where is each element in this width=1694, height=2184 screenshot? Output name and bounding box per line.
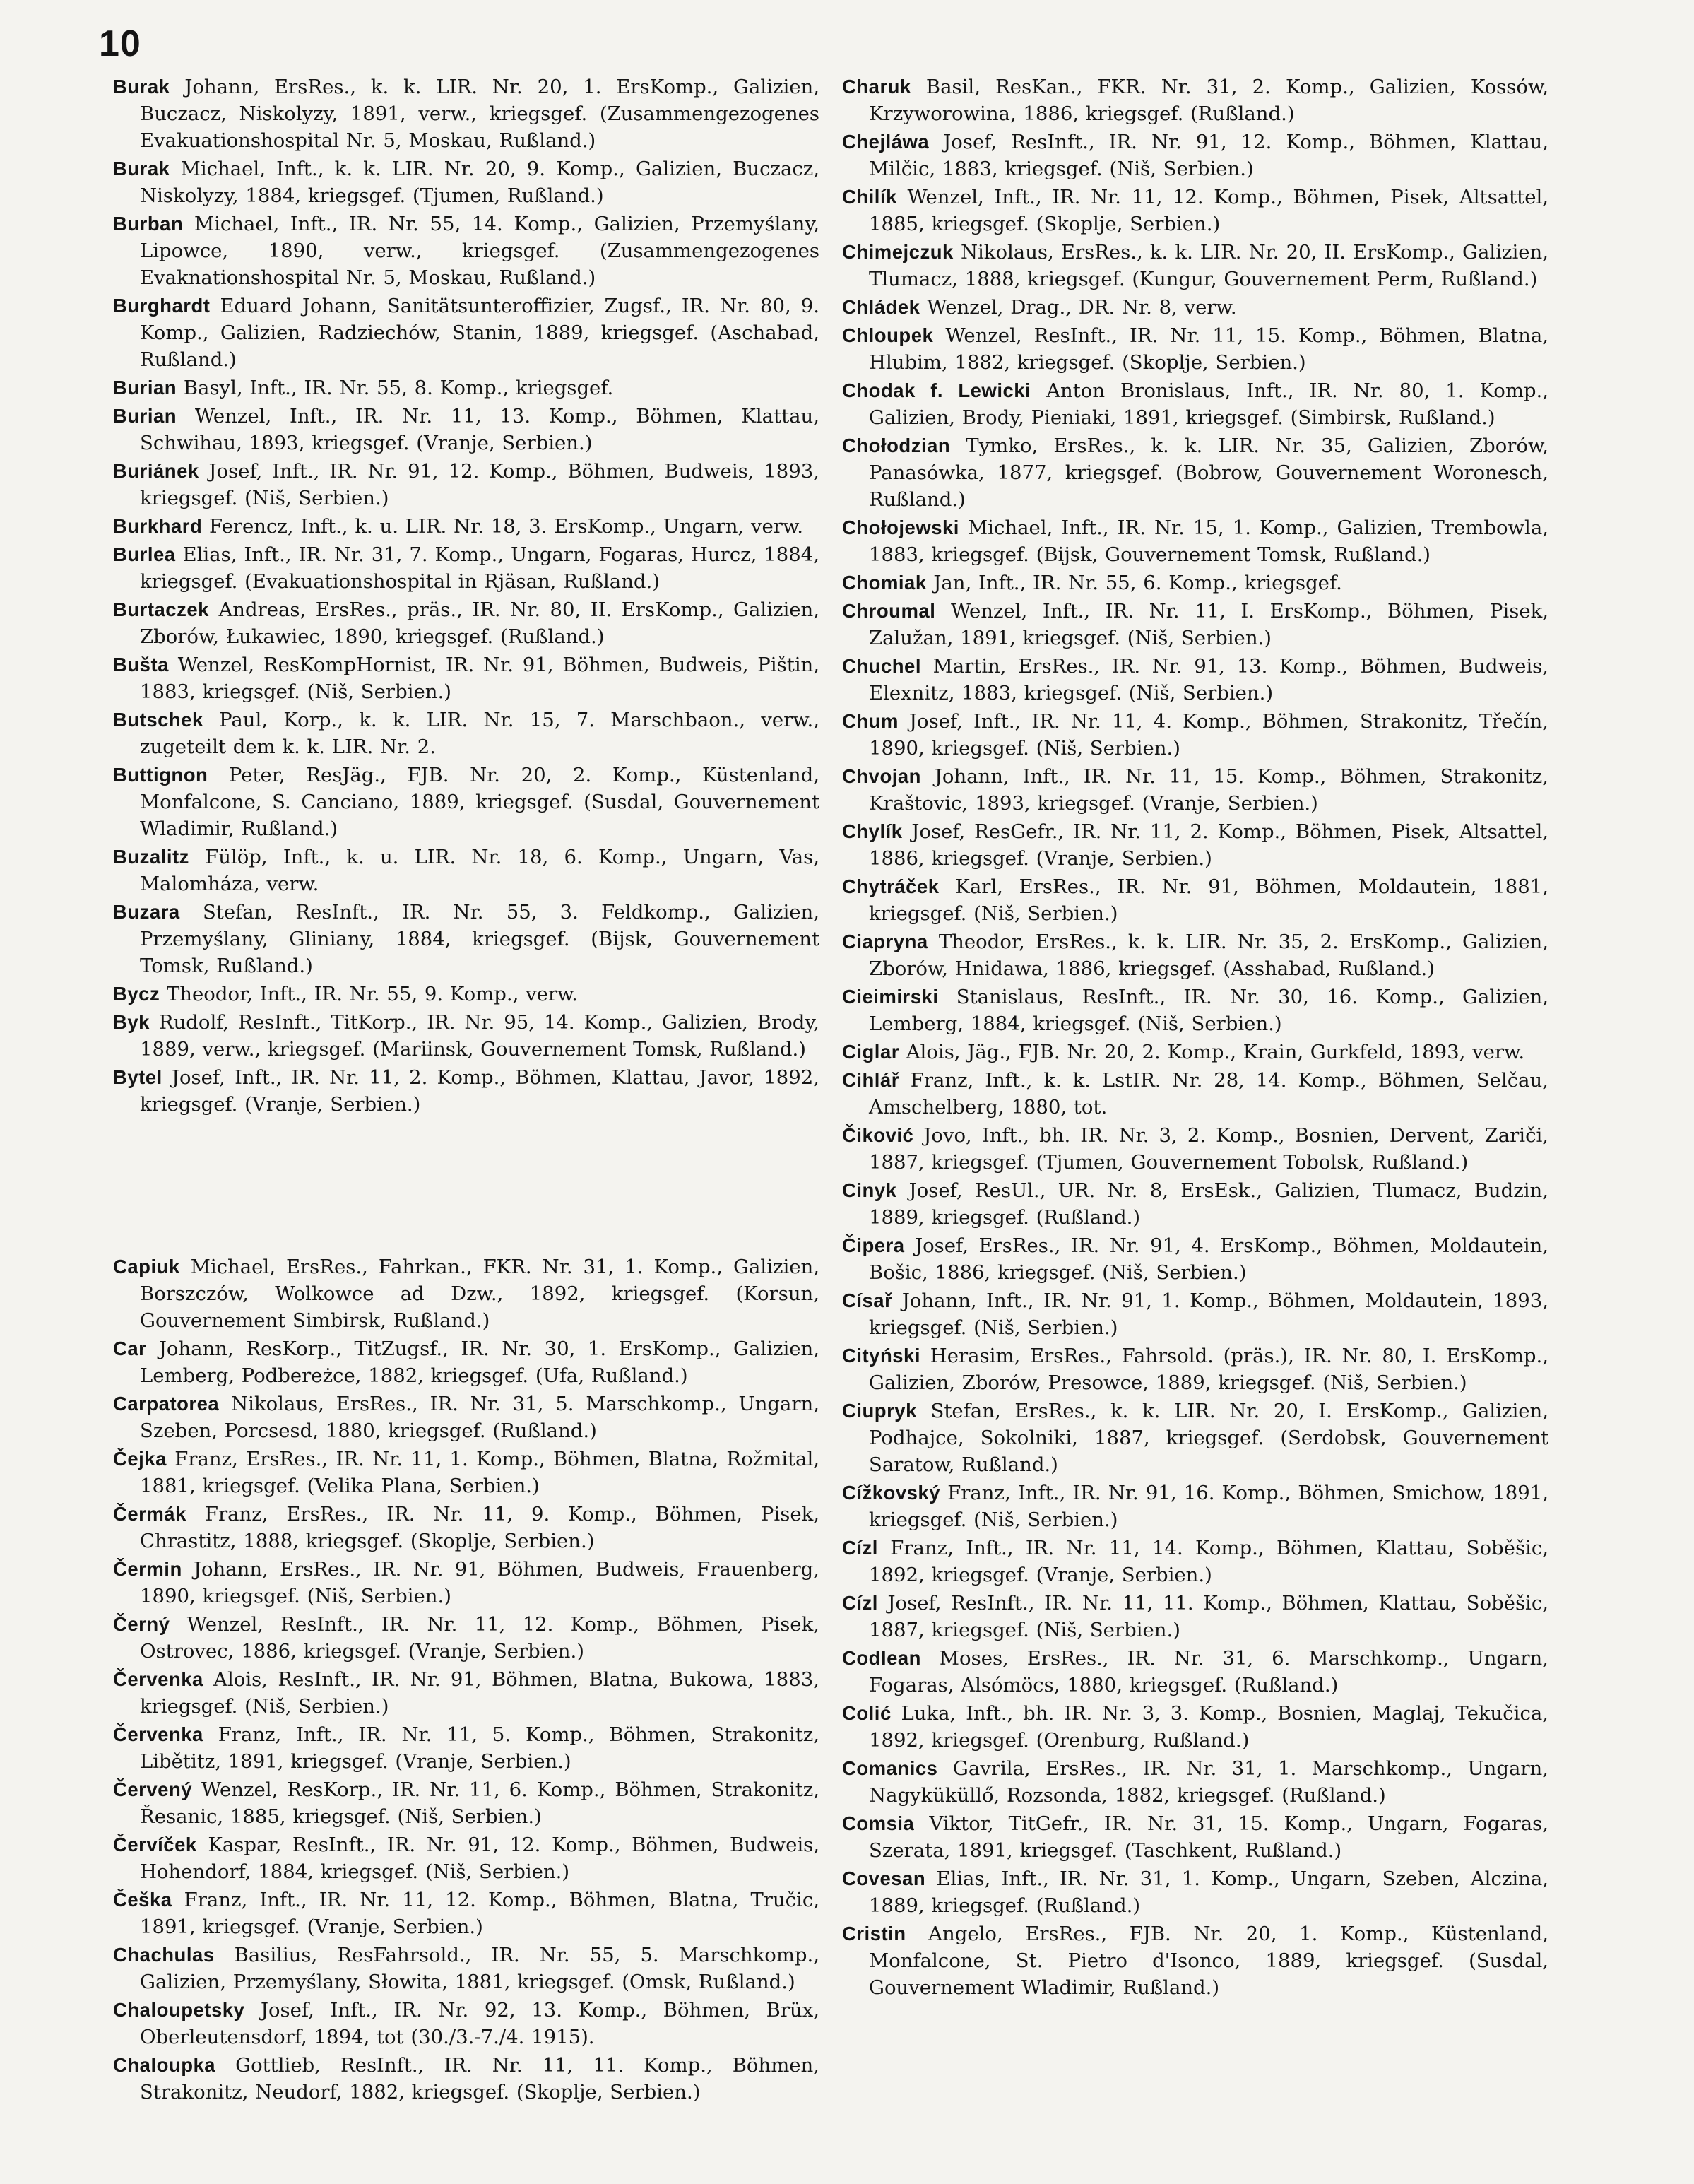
entry-details: Franz, Inft., IR. Nr. 91, 16. Komp., Böhmen, Smichow, 1891, kriegsgef. (Niš, Serbien.) [869,1482,1548,1531]
page-number: 10 [99,23,141,64]
left-column [113,73,819,2107]
register-entry [113,458,819,512]
register-entry [842,1039,1548,1066]
entry-details: Theodor, ErsRes., k. k. LIR. Nr. 35, 2. ErsKomp., Galizien, Zborów, Hnidawa, 1886, kriegsgef. (Asshabad, Rußland.) [869,931,1548,980]
entry-details: Fülöp, Inft., k. u. LIR. Nr. 18, 6. Komp., Ungarn, Vas, Malomháza, verw. [140,846,819,895]
entry-surname: Burian [113,377,177,399]
entry-surname: Car [113,1338,147,1359]
entry-details: Michael, Inft., IR. Nr. 15, 1. Komp., Galizien, Trembowla, 1883, kriegsgef. (Bijsk, Gouvernement Tomsk, Rußland.) [869,517,1548,566]
entry-surname: Čiković [842,1124,914,1146]
entry-details: Tymko, ErsRes., k. k. LIR. Nr. 35, Galizien, Zborów, Panasówka, 1877, kriegsgef. (Bobrow, Gouvernement Woronesch, Rußland.) [869,435,1548,511]
entry-details: Wenzel, Inft., IR. Nr. 11, 12. Komp., Böhmen, Pisek, Altsattel, 1885, kriegsgef. (Skoplje, Serbien.) [869,186,1549,235]
register-entry [842,763,1548,817]
entry-surname: Chodak f. Lewicki [842,379,1031,401]
entry-surname: Burban [113,213,184,235]
register-entry [842,1067,1548,1121]
entry-surname: Chytráček [842,875,940,897]
entry-surname: Burlea [113,543,176,565]
entry-surname: Comsia [842,1812,915,1834]
entry-surname: Chomiak [842,572,927,594]
register-entry [842,1480,1548,1533]
entry-surname: Chum [842,710,899,732]
entry-details: Rudolf, ResInft., TitKorp., IR. Nr. 95, 14. Komp., Galizien, Brody, 1889, verw., kriegsgef. (Mariinsk, Gouvernement Tomsk, Rußland.) [140,1011,820,1061]
register-entry [113,1831,819,1885]
entry-details: Stefan, ResInft., IR. Nr. 55, 3. Feldkomp., Galizien, Przemyślany, Gliniany, 1884, kriegsgef. (Bijsk, Gouvernement Tomsk, Rußland.) [140,901,819,977]
entry-surname: Císař [842,1289,893,1311]
register-entry [842,1865,1548,1919]
register-entry [113,513,819,540]
entry-details: Angelo, ErsRes., FJB. Nr. 20, 1. Komp., Küstenland, Monfalcone, St. Pietro d'Isonco, 1889, kriegsgef. (Susdal, Gouvernement Wladimir, Rußland.) [869,1923,1548,1999]
entry-details: Moses, ErsRes., IR. Nr. 31, 6. Marschkomp., Ungarn, Fogaras, Alsómöcs, 1880, kriegsgef. (Rußland.) [869,1647,1549,1696]
register-entry [113,1721,819,1775]
entry-details: Gavrila, ErsRes., IR. Nr. 31, 1. Marschkomp., Ungarn, Nagyküküllő, Rozsonda, 1882, kriegsgef. (Rußland.) [869,1757,1548,1807]
entry-details: Basilius, ResFahrsold., IR. Nr. 55, 5. Marschkomp., Galizien, Przemyślany, Słowita, 1881, kriegsgef. (Omsk, Rußland.) [140,1944,820,1993]
register-entry [113,762,819,842]
register-entry [842,598,1548,651]
entry-details: Franz, ErsRes., IR. Nr. 11, 9. Komp., Böhmen, Pisek, Chrastitz, 1888, kriegsgef. (Skoplje, Serbien.) [140,1503,819,1552]
register-entry [113,981,819,1008]
entry-surname: Čejka [113,1448,167,1470]
register-entry [113,1253,819,1334]
entry-details: Peter, ResJäg., FJB. Nr. 20, 2. Komp., Küstenland, Monfalcone, S. Canciano, 1889, kriegsgef. (Susdal, Gouvernement Wladimir, Rußland.) [140,764,819,840]
entry-details: Basil, ResKan., FKR. Nr. 31, 2. Komp., Galizien, Kossów, Krzyworowina, 1886, kriegsgef. (Rußland.) [869,76,1548,125]
entry-surname: Chimejczuk [842,241,954,263]
entry-surname: Covesan [842,1867,926,1889]
entry-details: Viktor, TitGefr., IR. Nr. 31, 15. Komp., Ungarn, Fogaras, Szerata, 1891, kriegsgef. (Taschkent, Rußland.) [869,1812,1549,1862]
entry-surname: Cízl [842,1592,878,1614]
entry-details: Martin, ErsRes., IR. Nr. 91, 13. Komp., Böhmen, Budweis, Elexnitz, 1883, kriegsgef. (Niš, Serbien.) [869,655,1548,704]
register-entry [842,377,1548,431]
entry-details: Paul, Korp., k. k. LIR. Nr. 15, 7. Marschbaon., verw., zugeteilt dem k. k. LIR. Nr. 2. [140,709,819,758]
register-entry [113,374,819,401]
entry-surname: Chvojan [842,765,921,787]
entry-surname: Ciapryna [842,931,928,952]
register-entry [113,73,819,154]
entry-surname: Colić [842,1702,892,1724]
entry-surname: Čermák [113,1503,186,1525]
register-entry [842,928,1548,982]
register-entry [113,1391,819,1444]
register-entry [842,1700,1548,1754]
entry-surname: Bušta [113,654,169,675]
register-entry [842,1810,1548,1864]
register-entry [842,1920,1548,2001]
entry-details: Alois, Jäg., FJB. Nr. 20, 2. Komp., Krain, Gurkfeld, 1893, verw. [906,1041,1525,1063]
entry-details: Nikolaus, ErsRes., k. k. LIR. Nr. 20, II. ErsKomp., Galizien, Tlumacz, 1888, kriegsgef. (Kungur, Gouvernement Perm, Rußland.) [869,241,1548,290]
entry-details: Johann, ErsRes., IR. Nr. 91, Böhmen, Budweis, Frauenberg, 1890, kriegsgef. (Niš, Serbien.) [140,1558,819,1607]
entry-surname: Červený [113,1778,193,1800]
register-entry [842,653,1548,707]
entry-details: Elias, Inft., IR. Nr. 31, 7. Komp., Ungarn, Fogaras, Hurcz, 1884, kriegsgef. (Evakuationshospital in Rjäsan, Rußland.) [140,543,819,593]
register-entry [113,2052,819,2106]
entry-surname: Černý [113,1613,170,1635]
register-entry [842,322,1548,376]
entry-surname: Chylík [842,820,903,842]
entry-details: Michael, Inft., k. k. LIR. Nr. 20, 9. Komp., Galizien, Buczacz, Niskolyzy, 1884, kriegsgef. (Tjumen, Rußland.) [140,158,819,207]
entry-surname: Chuchel [842,655,921,677]
entry-surname: Capiuk [113,1256,180,1277]
register-entry [842,708,1548,762]
register-entry [842,514,1548,568]
register-entry [842,873,1548,927]
entry-details: Stefan, ErsRes., k. k. LIR. Nr. 20, I. ErsKomp., Galizien, Podhajce, Sokolniki, 1887, kriegsgef. (Serdobsk, Gouvernement Saratow, Rußland.) [869,1400,1548,1476]
entry-surname: Burghardt [113,295,211,317]
entry-surname: Chloupek [842,324,934,346]
entry-details: Anton Bronislaus, Inft., IR. Nr. 80, 1. Komp., Galizien, Brody, Pieniaki, 1891, kriegsgef. (Simbirsk, Rußland.) [869,379,1548,429]
entry-surname: Červenka [113,1723,203,1745]
right-column [842,73,1548,2002]
entry-surname: Cízl [842,1537,878,1559]
entry-surname: Cityński [842,1345,920,1367]
register-entry [842,239,1548,293]
entry-surname: Butschek [113,709,203,731]
register-entry [842,1645,1548,1699]
entry-surname: Čipera [842,1234,905,1256]
entry-surname: Ciupryk [842,1400,917,1422]
register-entry [113,1776,819,1830]
entry-surname: Bycz [113,983,160,1005]
entry-surname: Ciglar [842,1041,899,1063]
register-entry [842,1287,1548,1341]
entry-surname: Češka [113,1889,172,1911]
register-entry [113,899,819,979]
entry-details: Basyl, Inft., IR. Nr. 55, 8. Komp., kriegsgef. [183,377,614,399]
entry-details: Josef, Inft., IR. Nr. 91, 12. Komp., Böhmen, Budweis, 1893, kriegsgef. (Niš, Serbien.) [140,460,819,509]
entry-surname: Červenka [113,1668,203,1690]
register-entry [113,596,819,650]
entry-details: Jan, Inft., IR. Nr. 55, 6. Komp., kriegsgef. [933,572,1342,594]
entry-details: Andreas, ErsRes., präs., IR. Nr. 80, II. ErsKomp., Galizien, Zborów, Łukawiec, 1890, kriegsgef. (Rußland.) [140,598,819,648]
entry-details: Michael, Inft., IR. Nr. 55, 14. Komp., Galizien, Przemyślany, Lipowce, 1890, verw., kriegsgef. (Zusammengezogenes Evaknationshospital Nr. 5, Moskau, Rußland.) [140,213,819,289]
entry-details: Gottlieb, ResInft., IR. Nr. 11, 11. Komp., Böhmen, Strakonitz, Neudorf, 1882, kriegsgef. (Skoplje, Serbien.) [140,2054,819,2103]
section-gap [113,1119,819,1253]
entry-surname: Buzalitz [113,846,189,868]
entry-details: Franz, Inft., IR. Nr. 11, 12. Komp., Böhmen, Blatna, Tručic, 1891, kriegsgef. (Vranje, Serbien.) [140,1889,819,1938]
register-entry [842,1232,1548,1286]
entry-details: Franz, Inft., k. k. LstIR. Nr. 28, 14. Komp., Böhmen, Selčau, Amschelberg, 1880, tot. [869,1069,1549,1118]
register-entry [113,403,819,456]
register-entry [113,211,819,291]
entry-surname: Chládek [842,296,920,318]
entry-surname: Comanics [842,1757,938,1779]
register-entry [113,1064,819,1118]
register-entry [842,1342,1548,1396]
entry-surname: Chołodzian [842,435,951,456]
entry-details: Josef, ErsRes., IR. Nr. 91, 4. ErsKomp., Böhmen, Moldautein, Bošic, 1886, kriegsgef. (Niš, Serbien.) [869,1234,1548,1284]
register-entry [842,1590,1548,1643]
register-entry [842,1177,1548,1231]
register-entry [842,1122,1548,1176]
entry-details: Wenzel, ResKompHornist, IR. Nr. 91, Böhmen, Budweis, Pištin, 1883, kriegsgef. (Niš, Serbien.) [140,654,819,703]
entry-details: Wenzel, Drag., DR. Nr. 8, verw. [927,296,1237,319]
entry-surname: Burak [113,76,170,98]
register-entry [113,1997,819,2050]
register-entry [113,1611,819,1665]
entry-surname: Buriánek [113,460,199,482]
entry-details: Wenzel, ResInft., IR. Nr. 11, 15. Komp., Böhmen, Blatna, Hlubim, 1882, kriegsgef. (Skoplje, Serbien.) [869,324,1548,374]
register-entry [113,155,819,209]
entry-surname: Červíček [113,1834,197,1855]
entry-details: Wenzel, ResKorp., IR. Nr. 11, 6. Komp., Böhmen, Strakonitz, Řesanic, 1885, kriegsgef. (Niš, Serbien.) [140,1778,819,1828]
entry-details: Johann, ResKorp., TitZugsf., IR. Nr. 30, 1. ErsKomp., Galizien, Lemberg, Podbereżce, 1882, kriegsgef. (Ufa, Rußland.) [140,1338,819,1387]
entry-details: Ferencz, Inft., k. u. LIR. Nr. 18, 3. ErsKomp., Ungarn, verw. [209,515,803,538]
entry-details: Josef, ResUl., UR. Nr. 8, ErsEsk., Galizien, Tlumacz, Budzin, 1889, kriegsgef. (Rußland.) [869,1179,1548,1229]
register-entry [842,129,1548,182]
register-entry [842,984,1548,1037]
entry-surname: Cinyk [842,1179,897,1201]
register-entry [842,1755,1548,1809]
entry-surname: Chachulas [113,1944,215,1966]
entry-details: Stanislaus, ResInft., IR. Nr. 30, 16. Komp., Galizien, Lemberg, 1884, kriegsgef. (Niš, Serbien.) [869,986,1548,1035]
entry-surname: Codlean [842,1647,921,1669]
register-entry [842,818,1548,872]
entry-details: Jovo, Inft., bh. IR. Nr. 3, 2. Komp., Bosnien, Dervent, Zariči, 1887, kriegsgef. (Tjumen, Gouvernement Tobolsk, Rußland.) [869,1124,1549,1174]
entry-details: Eduard Johann, Sanitätsunteroffizier, Zugsf., IR. Nr. 80, 9. Komp., Galizien, Radziechów, Stanin, 1889, kriegsgef. (Aschabad, Rußland.) [140,295,819,371]
entry-surname: Cieimirski [842,986,939,1008]
entry-details: Josef, ResInft., IR. Nr. 11, 11. Komp., Böhmen, Klattau, Soběšic, 1887, kriegsgef. (Niš, Serbien.) [869,1592,1548,1641]
entry-surname: Chołojewski [842,517,959,538]
entry-details: Franz, ErsRes., IR. Nr. 11, 1. Komp., Böhmen, Blatna, Rožmital, 1881, kriegsgef. (Velika Plana, Serbien.) [140,1448,819,1497]
register-entry [842,1535,1548,1588]
register-entry [113,707,819,760]
entry-details: Wenzel, Inft., IR. Nr. 11, 13. Komp., Böhmen, Klattau, Schwihau, 1893, kriegsgef. (Vranje, Serbien.) [140,405,819,454]
entry-details: Josef, ResGefr., IR. Nr. 11, 2. Komp., Böhmen, Pisek, Altsattel, 1886, kriegsgef. (Vranje, Serbien.) [869,820,1548,870]
entry-surname: Burtaczek [113,598,209,620]
register-entry [113,293,819,373]
register-entry [113,1335,819,1389]
entry-details: Josef, Inft., IR. Nr. 11, 4. Komp., Böhmen, Strakonitz, Třečín, 1890, kriegsgef. (Niš, Serbien.) [869,710,1548,760]
register-entry [842,569,1548,596]
entry-surname: Cížkovský [842,1482,941,1504]
entry-surname: Cihlář [842,1069,899,1091]
entry-details: Karl, ErsRes., IR. Nr. 91, Böhmen, Moldautein, 1881, kriegsgef. (Niš, Serbien.) [869,875,1548,925]
entry-surname: Bytel [113,1066,162,1088]
entry-surname: Buzara [113,901,180,923]
entry-surname: Burak [113,158,170,179]
entry-details: Josef, Inft., IR. Nr. 92, 13. Komp., Böhmen, Brüx, Oberleutensdorf, 1894, tot (30./3.-7./4. 1915). [140,1999,819,2048]
entry-details: Johann, ErsRes., k. k. LIR. Nr. 20, 1. ErsKomp., Galizien, Buczacz, Niskolyzy, 1891, verw., kriegsgef. (Zusammengezogenes Evakuationshospital Nr. 5, Moskau, Rußland.) [140,76,819,152]
register-entry [842,184,1548,237]
entry-surname: Buttignon [113,764,208,786]
entry-details: Franz, Inft., IR. Nr. 11, 5. Komp., Böhmen, Strakonitz, Libětitz, 1891, kriegsgef. (Vranje, Serbien.) [140,1723,819,1773]
entry-surname: Cristin [842,1923,906,1944]
entry-surname: Burian [113,405,177,427]
entry-surname: Charuk [842,76,911,98]
entry-details: Michael, ErsRes., Fahrkan., FKR. Nr. 31, 1. Komp., Galizien, Borszczów, Wolkowce ad Dzw., 1892, kriegsgef. (Korsun, Gouvernement Simbirsk, Rußland.) [140,1256,819,1332]
entry-details: Alois, ResInft., IR. Nr. 91, Böhmen, Blatna, Bukowa, 1883, kriegsgef. (Niš, Serbien.) [140,1668,820,1718]
entry-surname: Chejláwa [842,131,930,153]
entry-surname: Chaloupetsky [113,1999,245,2021]
entry-surname: Čermin [113,1558,182,1580]
entry-surname: Burkhard [113,515,203,537]
register-entry [113,1942,819,1995]
register-entry [113,844,819,897]
register-entry [113,1556,819,1610]
register-entry [842,432,1548,513]
entry-surname: Chroumal [842,600,936,622]
register-entry [113,1009,819,1063]
entry-details: Elias, Inft., IR. Nr. 31, 1. Komp., Ungarn, Szeben, Alczina, 1889, kriegsgef. (Rußland.) [869,1867,1548,1917]
register-entry [842,1398,1548,1478]
entry-details: Herasim, ErsRes., Fahrsold. (präs.), IR. Nr. 80, I. ErsKomp., Galizien, Zborów, Presowce, 1889, kriegsgef. (Niš, Serbien.) [869,1345,1548,1394]
entry-details: Wenzel, ResInft., IR. Nr. 11, 12. Komp., Böhmen, Pisek, Ostrovec, 1886, kriegsgef. (Vranje, Serbien.) [140,1613,819,1663]
entry-surname: Byk [113,1011,150,1033]
entry-details: Kaspar, ResInft., IR. Nr. 91, 12. Komp., Böhmen, Budweis, Hohendorf, 1884, kriegsgef. (Niš, Serbien.) [140,1834,819,1883]
entry-surname: Chilík [842,186,897,208]
register-entry [113,1887,819,1940]
register-entry [113,651,819,705]
entry-details: Josef, Inft., IR. Nr. 11, 2. Komp., Böhmen, Klattau, Javor, 1892, kriegsgef. (Vranje, Serbien.) [140,1066,819,1116]
entry-details: Luka, Inft., bh. IR. Nr. 3, 3. Komp., Bosnien, Maglaj, Tekučica, 1892, kriegsgef. (Orenburg, Rußland.) [869,1702,1548,1752]
register-entry [113,541,819,595]
entry-details: Franz, Inft., IR. Nr. 11, 14. Komp., Böhmen, Klattau, Soběšic, 1892, kriegsgef. (Vranje, Serbien.) [869,1537,1548,1586]
entry-surname: Chaloupka [113,2054,216,2076]
entry-details: Johann, Inft., IR. Nr. 91, 1. Komp., Böhmen, Moldautein, 1893, kriegsgef. (Niš, Serbien.) [869,1289,1548,1339]
entry-details: Josef, ResInft., IR. Nr. 91, 12. Komp., Böhmen, Klattau, Milčic, 1883, kriegsgef. (Niš, Serbien.) [869,131,1548,180]
entry-details: Nikolaus, ErsRes., IR. Nr. 31, 5. Marschkomp., Ungarn, Szeben, Porcsesd, 1880, kriegsgef. (Rußland.) [140,1393,819,1442]
register-entry [113,1501,819,1554]
register-entry [842,73,1548,127]
register-entry [842,294,1548,321]
register-entry [113,1446,819,1499]
register-entry [113,1666,819,1720]
entry-details: Wenzel, Inft., IR. Nr. 11, I. ErsKomp., Böhmen, Pisek, Zalužan, 1891, kriegsgef. (Niš, Serbien.) [869,600,1548,649]
entry-details: Theodor, Inft., IR. Nr. 55, 9. Komp., verw. [166,983,579,1005]
entry-surname: Carpatorea [113,1393,220,1415]
entry-details: Johann, Inft., IR. Nr. 11, 15. Komp., Böhmen, Strakonitz, Kraštovic, 1893, kriegsgef. (Vranje, Serbien.) [869,765,1548,815]
